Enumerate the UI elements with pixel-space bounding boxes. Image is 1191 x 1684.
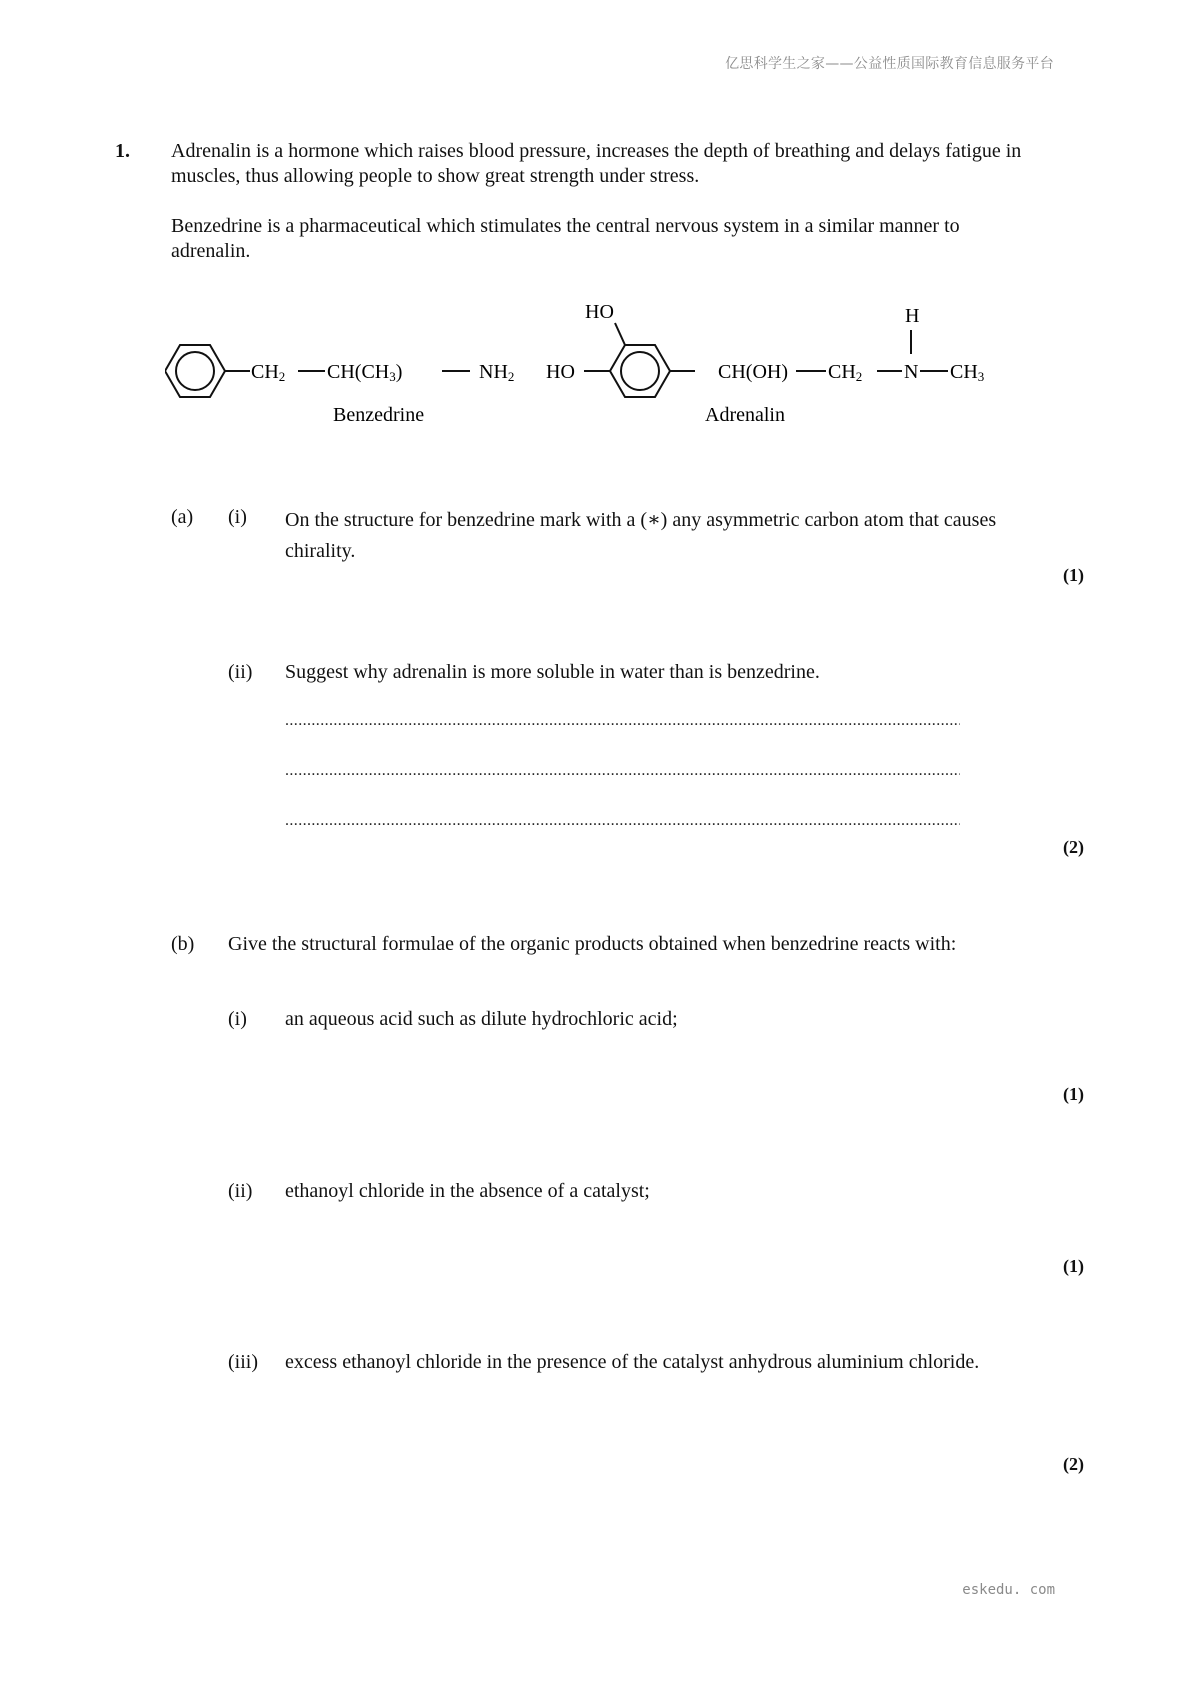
part-a-i-mark: (1) [1063, 565, 1084, 585]
part-b-ii-label: (ii) [228, 1180, 253, 1202]
adrenalin-ho-left: HO [546, 361, 575, 383]
answer-line-2[interactable] [285, 762, 960, 787]
question-number: 1. [115, 140, 130, 162]
header-watermark: 亿思科学生之家——公益性质国际教育信息服务平台 [725, 56, 1054, 72]
intro-paragraph-2: Benzedrine is a pharmaceutical which stimulates the central nervous system in a similar manner to adrenalin. [171, 215, 960, 262]
structural-formulae [165, 290, 1015, 435]
adrenalin-name: Adrenalin [705, 404, 785, 426]
answer-line-3[interactable] [285, 812, 960, 837]
part-a-i-label: (i) [228, 506, 247, 528]
adrenalin-ho-top: HO [585, 301, 614, 323]
adrenalin-n: N [904, 361, 919, 383]
benzedrine-chch3: CH(CH3) [327, 361, 403, 384]
formulae-drawing [165, 290, 1015, 430]
benzedrine-nh2: NH2 [479, 361, 515, 384]
adrenalin-ch3: CH3 [950, 361, 985, 384]
part-a-ii-text: Suggest why adrenalin is more soluble in water than is benzedrine. [285, 661, 820, 683]
intro-paragraph-1: Adrenalin is a hormone which raises blood pressure, increases the depth of breathing and delays fatigue in muscles, thus allowing people to show great strength under stress. [171, 140, 1022, 187]
benzedrine-benzene-ring [165, 345, 225, 397]
part-b-text: Give the structural formulae of the organic products obtained when benzedrine reacts with: [228, 933, 957, 955]
adrenalin-h: H [905, 305, 920, 327]
part-a-ii-mark: (2) [1063, 837, 1084, 857]
part-b-i-text: an aqueous acid such as dilute hydrochloric acid; [285, 1008, 678, 1030]
part-b-ii-mark: (1) [1063, 1256, 1084, 1276]
part-a-label: (a) [171, 506, 194, 528]
adrenalin-choh: CH(OH) [718, 361, 788, 383]
part-b-iii-text: excess ethanoyl chloride in the presence of the catalyst anhydrous aluminium chloride. [285, 1351, 980, 1373]
part-a-ii-label: (ii) [228, 661, 253, 683]
adrenalin-ch2: CH2 [828, 361, 863, 384]
part-b-iii-label: (iii) [228, 1351, 258, 1373]
footer-site: eskedu. com [962, 1582, 1055, 1598]
part-b-iii-mark: (2) [1063, 1454, 1084, 1474]
part-b-ii-text: ethanoyl chloride in the absence of a catalyst; [285, 1180, 650, 1202]
answer-line-1[interactable] [285, 712, 960, 737]
part-b-i-label: (i) [228, 1008, 247, 1030]
part-b-i-mark: (1) [1063, 1084, 1084, 1104]
adrenalin-benzene-ring [610, 345, 670, 397]
part-a-i-text: On the structure for benzedrine mark with a (∗) any asymmetric carbon atom that causes chirality. [285, 509, 997, 562]
part-b-label: (b) [171, 933, 195, 955]
benzedrine-ch2: CH2 [251, 361, 286, 384]
benzedrine-name: Benzedrine [333, 404, 425, 426]
bond-line [615, 323, 625, 345]
